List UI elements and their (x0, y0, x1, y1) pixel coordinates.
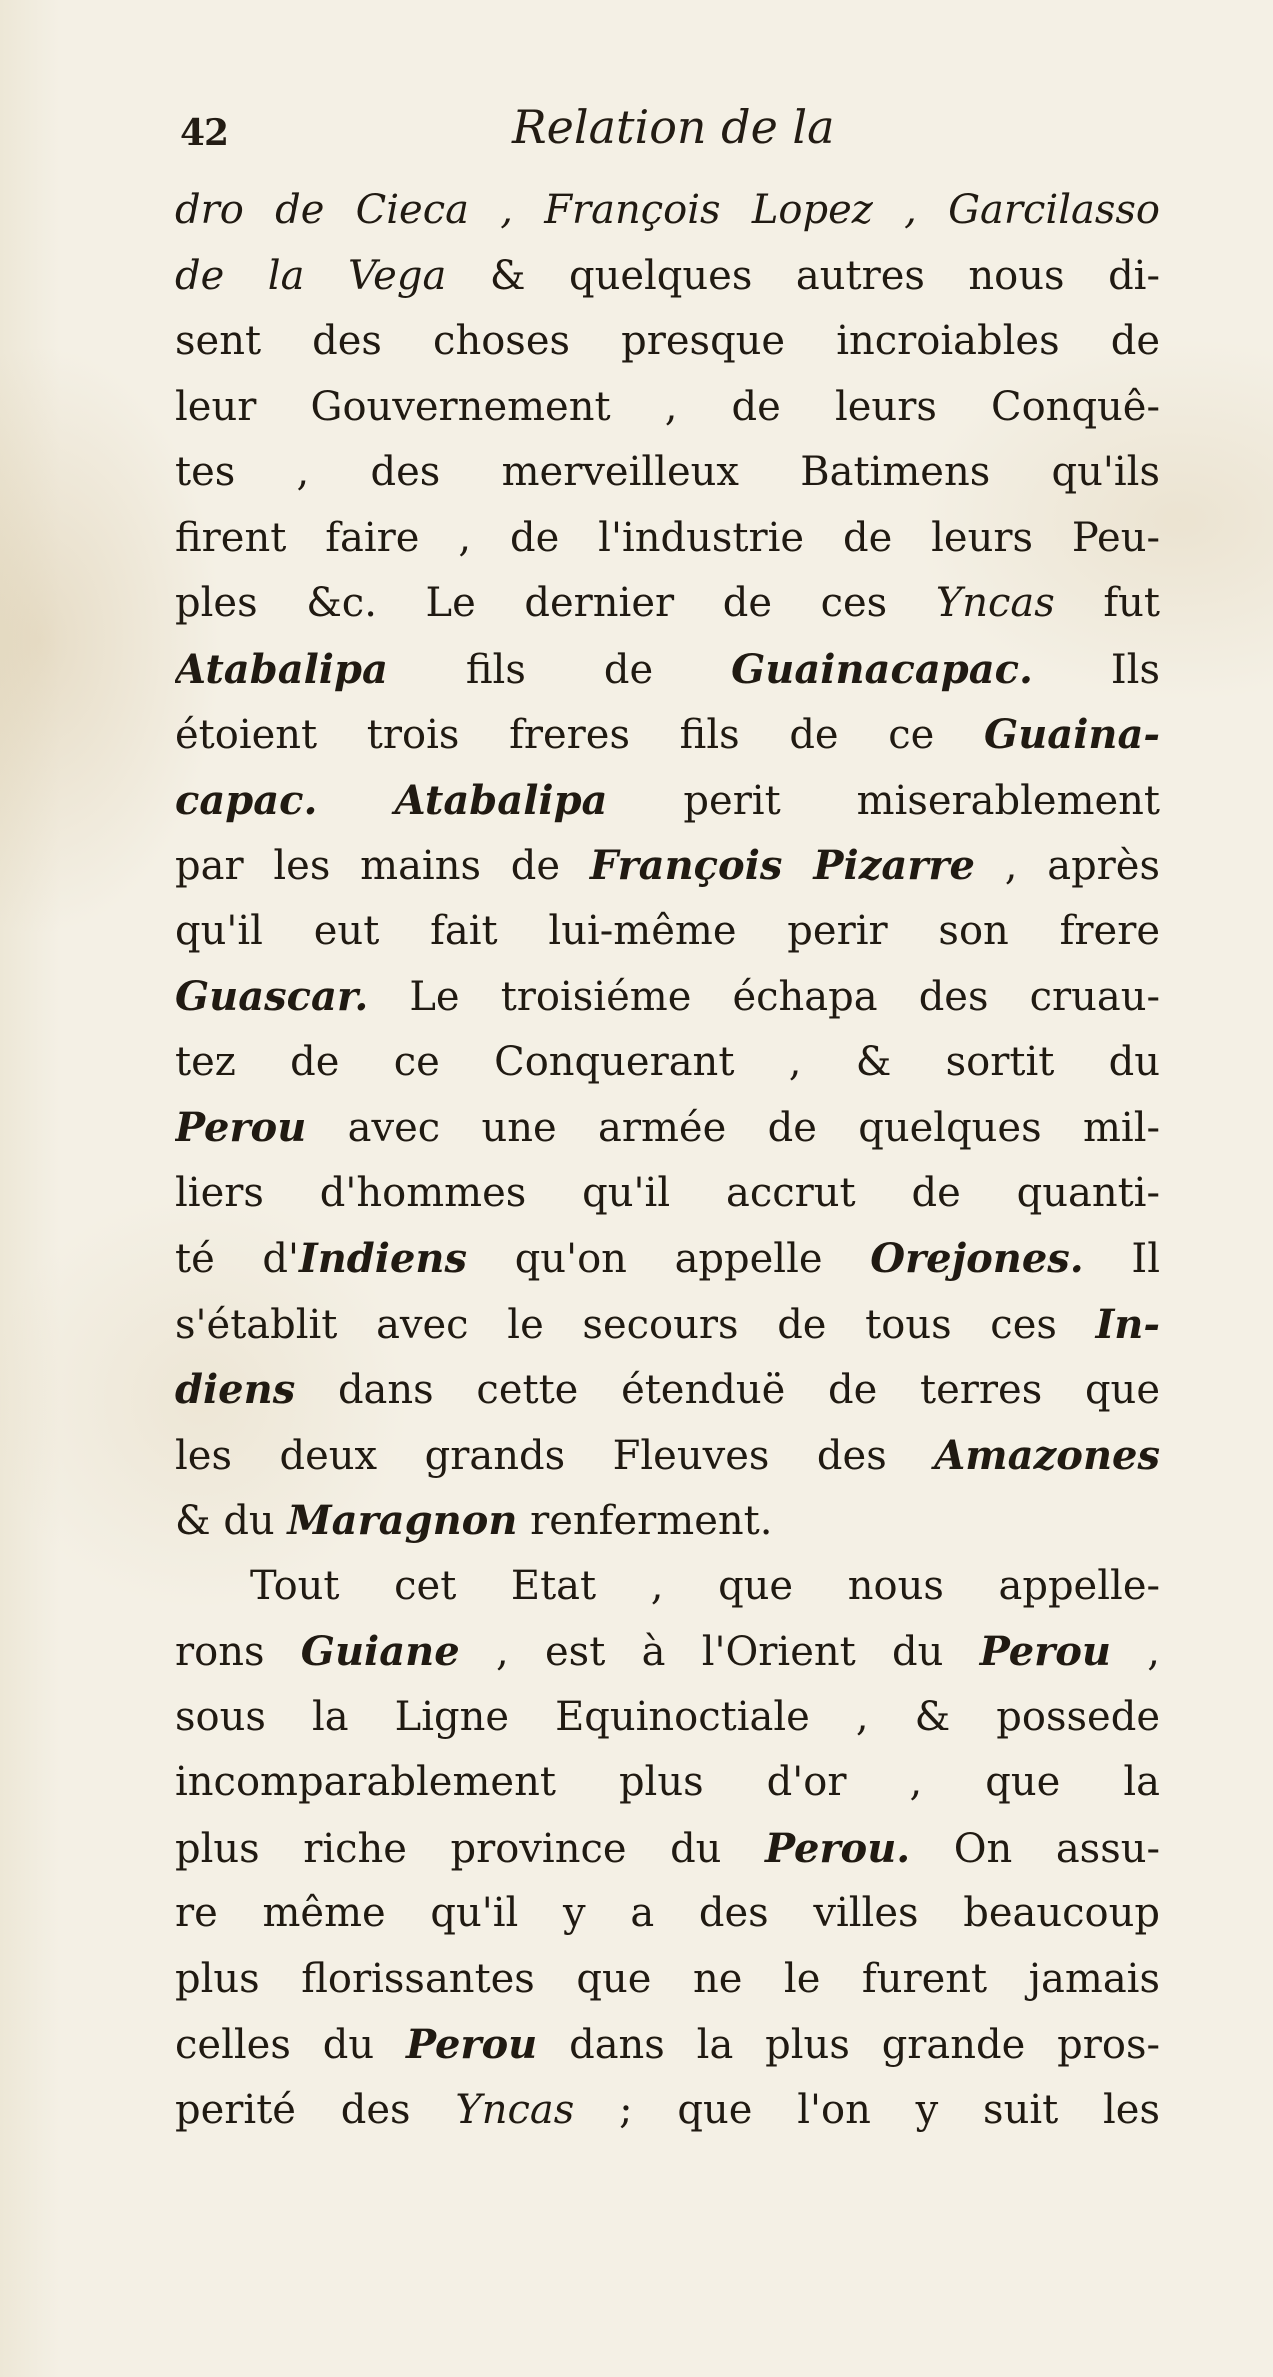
text-line (175, 1554, 1160, 1620)
page-number: 42 (180, 112, 229, 154)
text-run: fils de (387, 646, 732, 693)
italic-text-run: capac. Atabalipa (175, 776, 608, 824)
text-run: dans la plus grande pros- (537, 2022, 1160, 2068)
text-run: renferment. (517, 1498, 773, 1544)
text-run: On assu- (910, 1825, 1160, 1872)
italic-text-run: diens (175, 1366, 296, 1413)
italic-text-run: Orejones. (870, 1235, 1084, 1282)
italic-text-run: Amazones (934, 1431, 1160, 1479)
text-run: par les mains de (175, 843, 590, 889)
text-line (175, 899, 1160, 965)
text-run: avec une armée de quelques mil- (306, 1105, 1160, 1151)
text-run: incomparablement plus d'or , que la (175, 1759, 1160, 1805)
text-run: perit miserablement (607, 777, 1160, 824)
text-run: liers d'hommes qu'il accrut de quanti- (175, 1169, 1160, 1216)
italic-text-run: Guaina- (984, 711, 1160, 758)
text-line (175, 178, 1160, 244)
italic-text-run: François Pizarre (589, 842, 975, 889)
text-line (175, 1488, 1160, 1554)
italic-text-run: Yncas (455, 2086, 575, 2133)
text-line (175, 1161, 1160, 1227)
text-run: les deux grands Fleuves des (175, 1432, 935, 1479)
text-run: qu'on appelle (467, 1236, 871, 1282)
text-run: plus florissantes que ne le furent jamais (175, 1955, 1160, 2002)
text-run: tez de ce Conquerant , & sortit du (175, 1038, 1160, 1085)
text-line (175, 1357, 1160, 1423)
italic-text-run: Perou (175, 1104, 307, 1151)
text-line (175, 702, 1160, 768)
text-line (175, 637, 1160, 703)
text-line (175, 375, 1160, 441)
text-line (175, 1816, 1160, 1882)
text-line (175, 1292, 1160, 1358)
text-run: ; que l'on y suit les (574, 2086, 1160, 2133)
text-line (175, 1030, 1160, 1096)
body-text (175, 178, 1160, 2143)
text-run: plus riche province du (175, 1825, 765, 1872)
italic-text-run: Guainacapac. (731, 645, 1033, 693)
text-run: qu'il eut fait lui-même perir son frere (175, 907, 1160, 954)
italic-text-run: dro de Cieca , François Lopez , Garcilasso (175, 187, 1160, 233)
text-line (175, 571, 1160, 637)
text-run: Tout cet Etat , que nous appelle- (250, 1562, 1160, 1609)
text-line (175, 1095, 1160, 1161)
italic-text-run: Perou (405, 2021, 538, 2068)
text-line (175, 440, 1160, 506)
text-run: té d' (175, 1236, 300, 1282)
text-run: & du (175, 1498, 288, 1544)
text-run: tes , des merveilleux Batimens qu'ils (175, 449, 1160, 495)
italic-text-run: Perou. (764, 1824, 911, 1872)
text-run: sous la Ligne Equinoctiale , & possede (175, 1693, 1160, 1740)
text-run: sent des choses presque incroiables de (175, 318, 1160, 364)
italic-text-run: Guiane (300, 1628, 460, 1675)
text-line (175, 244, 1160, 310)
text-run: étoient trois freres fils de ce (175, 712, 985, 758)
text-line (175, 1881, 1160, 1947)
text-run: , après (974, 843, 1160, 889)
running-head (180, 100, 1160, 180)
running-title: Relation de la (512, 100, 835, 154)
text-run: celles du (175, 2022, 406, 2068)
text-line (175, 964, 1160, 1030)
text-line (175, 1226, 1160, 1292)
text-run: fut (1054, 580, 1160, 626)
text-run: perité des (175, 2086, 456, 2133)
text-line (175, 1685, 1160, 1751)
text-line (175, 1423, 1160, 1489)
text-line (175, 309, 1160, 375)
italic-text-run: Perou (979, 1628, 1111, 1675)
text-run: dans cette étenduë de terres que (295, 1367, 1160, 1413)
text-run: Le troisiéme échapa des cruau- (368, 974, 1160, 1020)
text-line (175, 2078, 1160, 2144)
text-line (175, 768, 1160, 834)
italic-text-run: Yncas (935, 580, 1055, 626)
text-line (175, 2012, 1160, 2078)
text-run: Ils (1032, 646, 1160, 693)
text-run: re même qu'il y a des villes beaucoup (175, 1890, 1160, 1936)
text-line (175, 506, 1160, 572)
text-line (175, 1750, 1160, 1816)
text-run: leur Gouvernement , de leurs Conquê- (175, 383, 1160, 430)
text-line (175, 833, 1160, 899)
text-run: rons (175, 1629, 301, 1675)
text-run: ples &c. Le dernier de ces (175, 580, 936, 626)
text-line (175, 1619, 1160, 1685)
text-line (175, 1947, 1160, 2013)
text-run: , (1110, 1629, 1160, 1675)
italic-text-run: de la Vega (175, 252, 447, 299)
italic-text-run: Guascar. (175, 973, 369, 1020)
text-run: , est à l'Orient du (459, 1629, 980, 1675)
italic-text-run: Maragnon (287, 1497, 518, 1544)
text-run: firent faire , de l'industrie de leurs Peu- (175, 514, 1160, 561)
italic-text-run: Indiens (299, 1235, 468, 1282)
text-run: Il (1083, 1236, 1160, 1282)
text-run: s'établit avec le secours de tous ces (175, 1301, 1096, 1348)
italic-text-run: In- (1095, 1300, 1160, 1348)
text-run: & quelques autres nous di- (446, 252, 1160, 299)
italic-text-run: Atabalipa (175, 645, 388, 693)
